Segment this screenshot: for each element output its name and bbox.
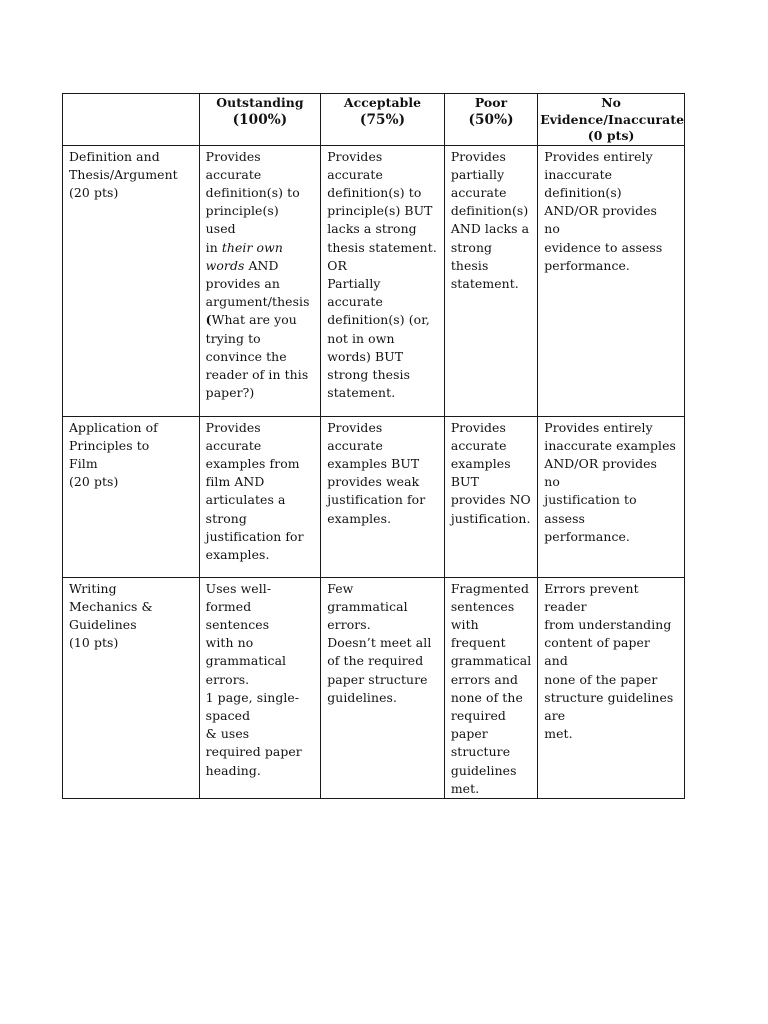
cell-line: articulates a bbox=[205, 492, 286, 508]
cell-line: examples BUT bbox=[327, 455, 420, 471]
cell-line: accurate bbox=[327, 294, 383, 310]
cell-line: thesis statement. bbox=[327, 239, 437, 255]
criterion-points: (20 pts) bbox=[69, 184, 119, 200]
criterion-cell bbox=[63, 145, 200, 416]
cell-line: Provides bbox=[327, 419, 383, 435]
criterion-cell bbox=[63, 416, 200, 577]
cell-line: structure guidelines bbox=[544, 689, 674, 705]
cell-line: guidelines bbox=[450, 762, 517, 778]
cell-line: AND/OR provides bbox=[544, 203, 657, 219]
acceptable-cell bbox=[321, 416, 445, 577]
cell-line: (10 pts) bbox=[69, 635, 119, 651]
cell-line: errors. bbox=[205, 671, 250, 687]
cell-line: AND/OR provides bbox=[544, 455, 657, 471]
cell-line: Film bbox=[69, 455, 98, 471]
cell-line: grammatical bbox=[205, 653, 287, 669]
cell-line: principle(s) BUT bbox=[327, 203, 433, 219]
cell-line: trying to bbox=[205, 330, 261, 346]
cell-line: met. bbox=[450, 780, 480, 796]
cell-line: Provides bbox=[450, 419, 506, 435]
cell-line: Doesn’t meet all bbox=[327, 635, 432, 651]
cell-line: Provides bbox=[327, 148, 383, 164]
cell-line: from understanding bbox=[544, 616, 672, 632]
cell-line: convince the bbox=[205, 348, 287, 364]
header-outstanding-percent: (100%) bbox=[232, 111, 288, 128]
bold-text: ( bbox=[205, 312, 212, 328]
rubric-row-application bbox=[63, 416, 685, 577]
cell-line: inaccurate bbox=[544, 166, 613, 182]
cell-line bbox=[206, 311, 318, 329]
cell-line: frequent bbox=[450, 635, 506, 651]
cell-text: What are you bbox=[211, 312, 297, 328]
cell-line: Application of bbox=[69, 419, 158, 435]
header-no-evidence-points: (0 pts) bbox=[587, 128, 635, 143]
header-no-evidence bbox=[538, 94, 685, 146]
header-no-evidence-line-2: Evidence/Inaccurate bbox=[540, 111, 685, 127]
criterion-line: Thesis/Argument bbox=[69, 166, 178, 182]
cell-line: Provides entirely bbox=[544, 419, 653, 435]
header-outstanding-label: Outstanding bbox=[216, 95, 304, 110]
cell-line: AND lacks a bbox=[450, 221, 530, 237]
poor-cell bbox=[444, 416, 537, 577]
cell-line: examples from bbox=[205, 455, 300, 471]
cell-line: with no bbox=[205, 635, 254, 651]
cell-line: no bbox=[544, 221, 560, 237]
cell-line: Errors prevent bbox=[544, 580, 639, 596]
cell-line: required paper bbox=[205, 744, 302, 760]
header-outstanding bbox=[199, 94, 321, 146]
cell-line: reader bbox=[544, 598, 587, 614]
grading-rubric-table bbox=[62, 93, 685, 799]
rubric-row-definition-thesis bbox=[63, 145, 685, 416]
cell-line: evidence to assess bbox=[544, 239, 663, 255]
cell-line: are bbox=[544, 707, 566, 723]
cell-line: and bbox=[544, 653, 568, 669]
cell-line: (20 pts) bbox=[69, 474, 119, 490]
cell-line: thesis bbox=[450, 257, 489, 273]
cell-line: accurate bbox=[327, 437, 383, 453]
cell-line: film AND bbox=[205, 474, 265, 490]
cell-line bbox=[206, 257, 318, 275]
header-acceptable bbox=[321, 94, 445, 146]
cell-line: provides weak bbox=[327, 474, 420, 490]
cell-line: accurate bbox=[450, 184, 507, 200]
cell-line: accurate bbox=[327, 166, 383, 182]
cell-line: Few bbox=[327, 580, 354, 596]
cell-line: required bbox=[450, 707, 506, 723]
cell-line: accurate bbox=[205, 166, 262, 182]
cell-line: performance. bbox=[544, 528, 630, 544]
cell-line: accurate bbox=[450, 437, 507, 453]
cell-line: BUT bbox=[450, 474, 479, 490]
cell-line: Provides bbox=[450, 148, 506, 164]
cell-line: statement. bbox=[327, 385, 396, 401]
cell-line: words) BUT bbox=[327, 348, 404, 364]
cell-line: examples. bbox=[327, 510, 392, 526]
cell-line: of the required bbox=[327, 653, 424, 669]
cell-line: definition(s) (or, bbox=[327, 312, 430, 328]
acceptable-cell bbox=[321, 577, 445, 798]
cell-line: Mechanics & bbox=[69, 598, 153, 614]
cell-line: Provides entirely bbox=[544, 148, 653, 164]
cell-line: Uses well- bbox=[205, 580, 272, 596]
cell-line: inaccurate examples bbox=[544, 437, 676, 453]
cell-line: errors and bbox=[450, 671, 518, 687]
cell-line: Fragmented bbox=[450, 580, 529, 596]
header-poor bbox=[444, 94, 537, 146]
cell-line: paper structure bbox=[327, 671, 428, 687]
cell-line: not in own bbox=[327, 330, 395, 346]
cell-line: justification to bbox=[544, 492, 637, 508]
cell-line: structure bbox=[450, 744, 511, 760]
cell-line: heading. bbox=[205, 762, 261, 778]
cell-line: examples. bbox=[205, 546, 270, 562]
poor-cell bbox=[444, 577, 537, 798]
cell-text: AND bbox=[244, 257, 279, 273]
cell-line: lacks a strong bbox=[327, 221, 417, 237]
outstanding-cell bbox=[199, 416, 321, 577]
cell-line: Guidelines bbox=[69, 616, 137, 632]
cell-line: Principles to bbox=[69, 437, 150, 453]
cell-line: definition(s) to bbox=[327, 184, 422, 200]
header-no-evidence-line-1: No bbox=[601, 95, 622, 110]
cell-line: partially bbox=[450, 166, 505, 182]
cell-line: principle(s) bbox=[205, 203, 279, 219]
cell-line: argument/thesis bbox=[205, 294, 310, 310]
header-acceptable-label: Acceptable bbox=[343, 95, 422, 110]
poor-cell bbox=[444, 145, 537, 416]
criterion-cell bbox=[63, 577, 200, 798]
italic-text: their own bbox=[221, 239, 283, 255]
cell-line: justification for bbox=[205, 528, 304, 544]
cell-line: formed bbox=[205, 598, 252, 614]
cell-line: guidelines. bbox=[327, 689, 398, 705]
no-evidence-cell bbox=[538, 577, 685, 798]
rubric-header-row bbox=[63, 94, 685, 146]
cell-line: Provides bbox=[205, 419, 261, 435]
criterion-line: Definition and bbox=[69, 148, 160, 164]
cell-line: & uses bbox=[205, 726, 250, 742]
cell-line: met. bbox=[544, 726, 573, 742]
cell-line bbox=[206, 239, 318, 257]
header-acceptable-percent: (75%) bbox=[359, 111, 406, 128]
cell-line: strong bbox=[205, 510, 247, 526]
header-poor-percent: (50%) bbox=[468, 111, 514, 128]
cell-line: grammatical bbox=[327, 598, 408, 614]
cell-line: with bbox=[450, 616, 479, 632]
acceptable-cell bbox=[321, 145, 445, 416]
cell-line: strong bbox=[450, 239, 493, 255]
cell-line: none of the bbox=[450, 689, 523, 705]
cell-line: used bbox=[205, 221, 236, 237]
italic-text: words bbox=[205, 257, 245, 273]
cell-line: Writing bbox=[69, 580, 117, 596]
cell-line: assess bbox=[544, 510, 586, 526]
cell-line: 1 page, single- bbox=[205, 689, 300, 705]
cell-line: accurate bbox=[205, 437, 262, 453]
cell-line: justification. bbox=[450, 510, 531, 526]
cell-line: OR bbox=[327, 257, 347, 273]
cell-line: provides NO bbox=[450, 492, 531, 508]
cell-line: spaced bbox=[205, 707, 251, 723]
cell-line: none of the paper bbox=[544, 671, 658, 687]
rubric-row-writing-mechanics bbox=[63, 577, 685, 798]
cell-line: performance. bbox=[544, 257, 630, 273]
cell-line: grammatical bbox=[450, 653, 532, 669]
cell-line: reader of in this bbox=[205, 366, 309, 382]
outstanding-cell bbox=[199, 577, 321, 798]
cell-line: definition(s) to bbox=[205, 184, 300, 200]
cell-line: sentences bbox=[450, 598, 515, 614]
no-evidence-cell bbox=[538, 416, 685, 577]
cell-line: paper?) bbox=[205, 385, 255, 401]
outstanding-cell bbox=[199, 145, 321, 416]
cell-line: statement. bbox=[450, 275, 519, 291]
cell-line: definition(s) bbox=[544, 184, 622, 200]
cell-line: examples bbox=[450, 455, 511, 471]
no-evidence-cell bbox=[538, 145, 685, 416]
header-poor-label: Poor bbox=[474, 95, 508, 110]
cell-line: content of paper bbox=[544, 635, 650, 651]
cell-line: errors. bbox=[327, 616, 371, 632]
cell-line: no bbox=[544, 474, 560, 490]
cell-line: definition(s) bbox=[450, 203, 529, 219]
header-criteria-cell bbox=[63, 94, 200, 146]
cell-line: strong thesis bbox=[327, 366, 411, 382]
cell-line: Partially bbox=[327, 275, 381, 291]
cell-text: in bbox=[205, 239, 222, 255]
cell-line: justification for bbox=[327, 492, 426, 508]
cell-line: sentences bbox=[205, 616, 270, 632]
cell-line: provides an bbox=[205, 275, 280, 291]
cell-line: paper bbox=[450, 726, 488, 742]
cell-line: Provides bbox=[205, 148, 261, 164]
